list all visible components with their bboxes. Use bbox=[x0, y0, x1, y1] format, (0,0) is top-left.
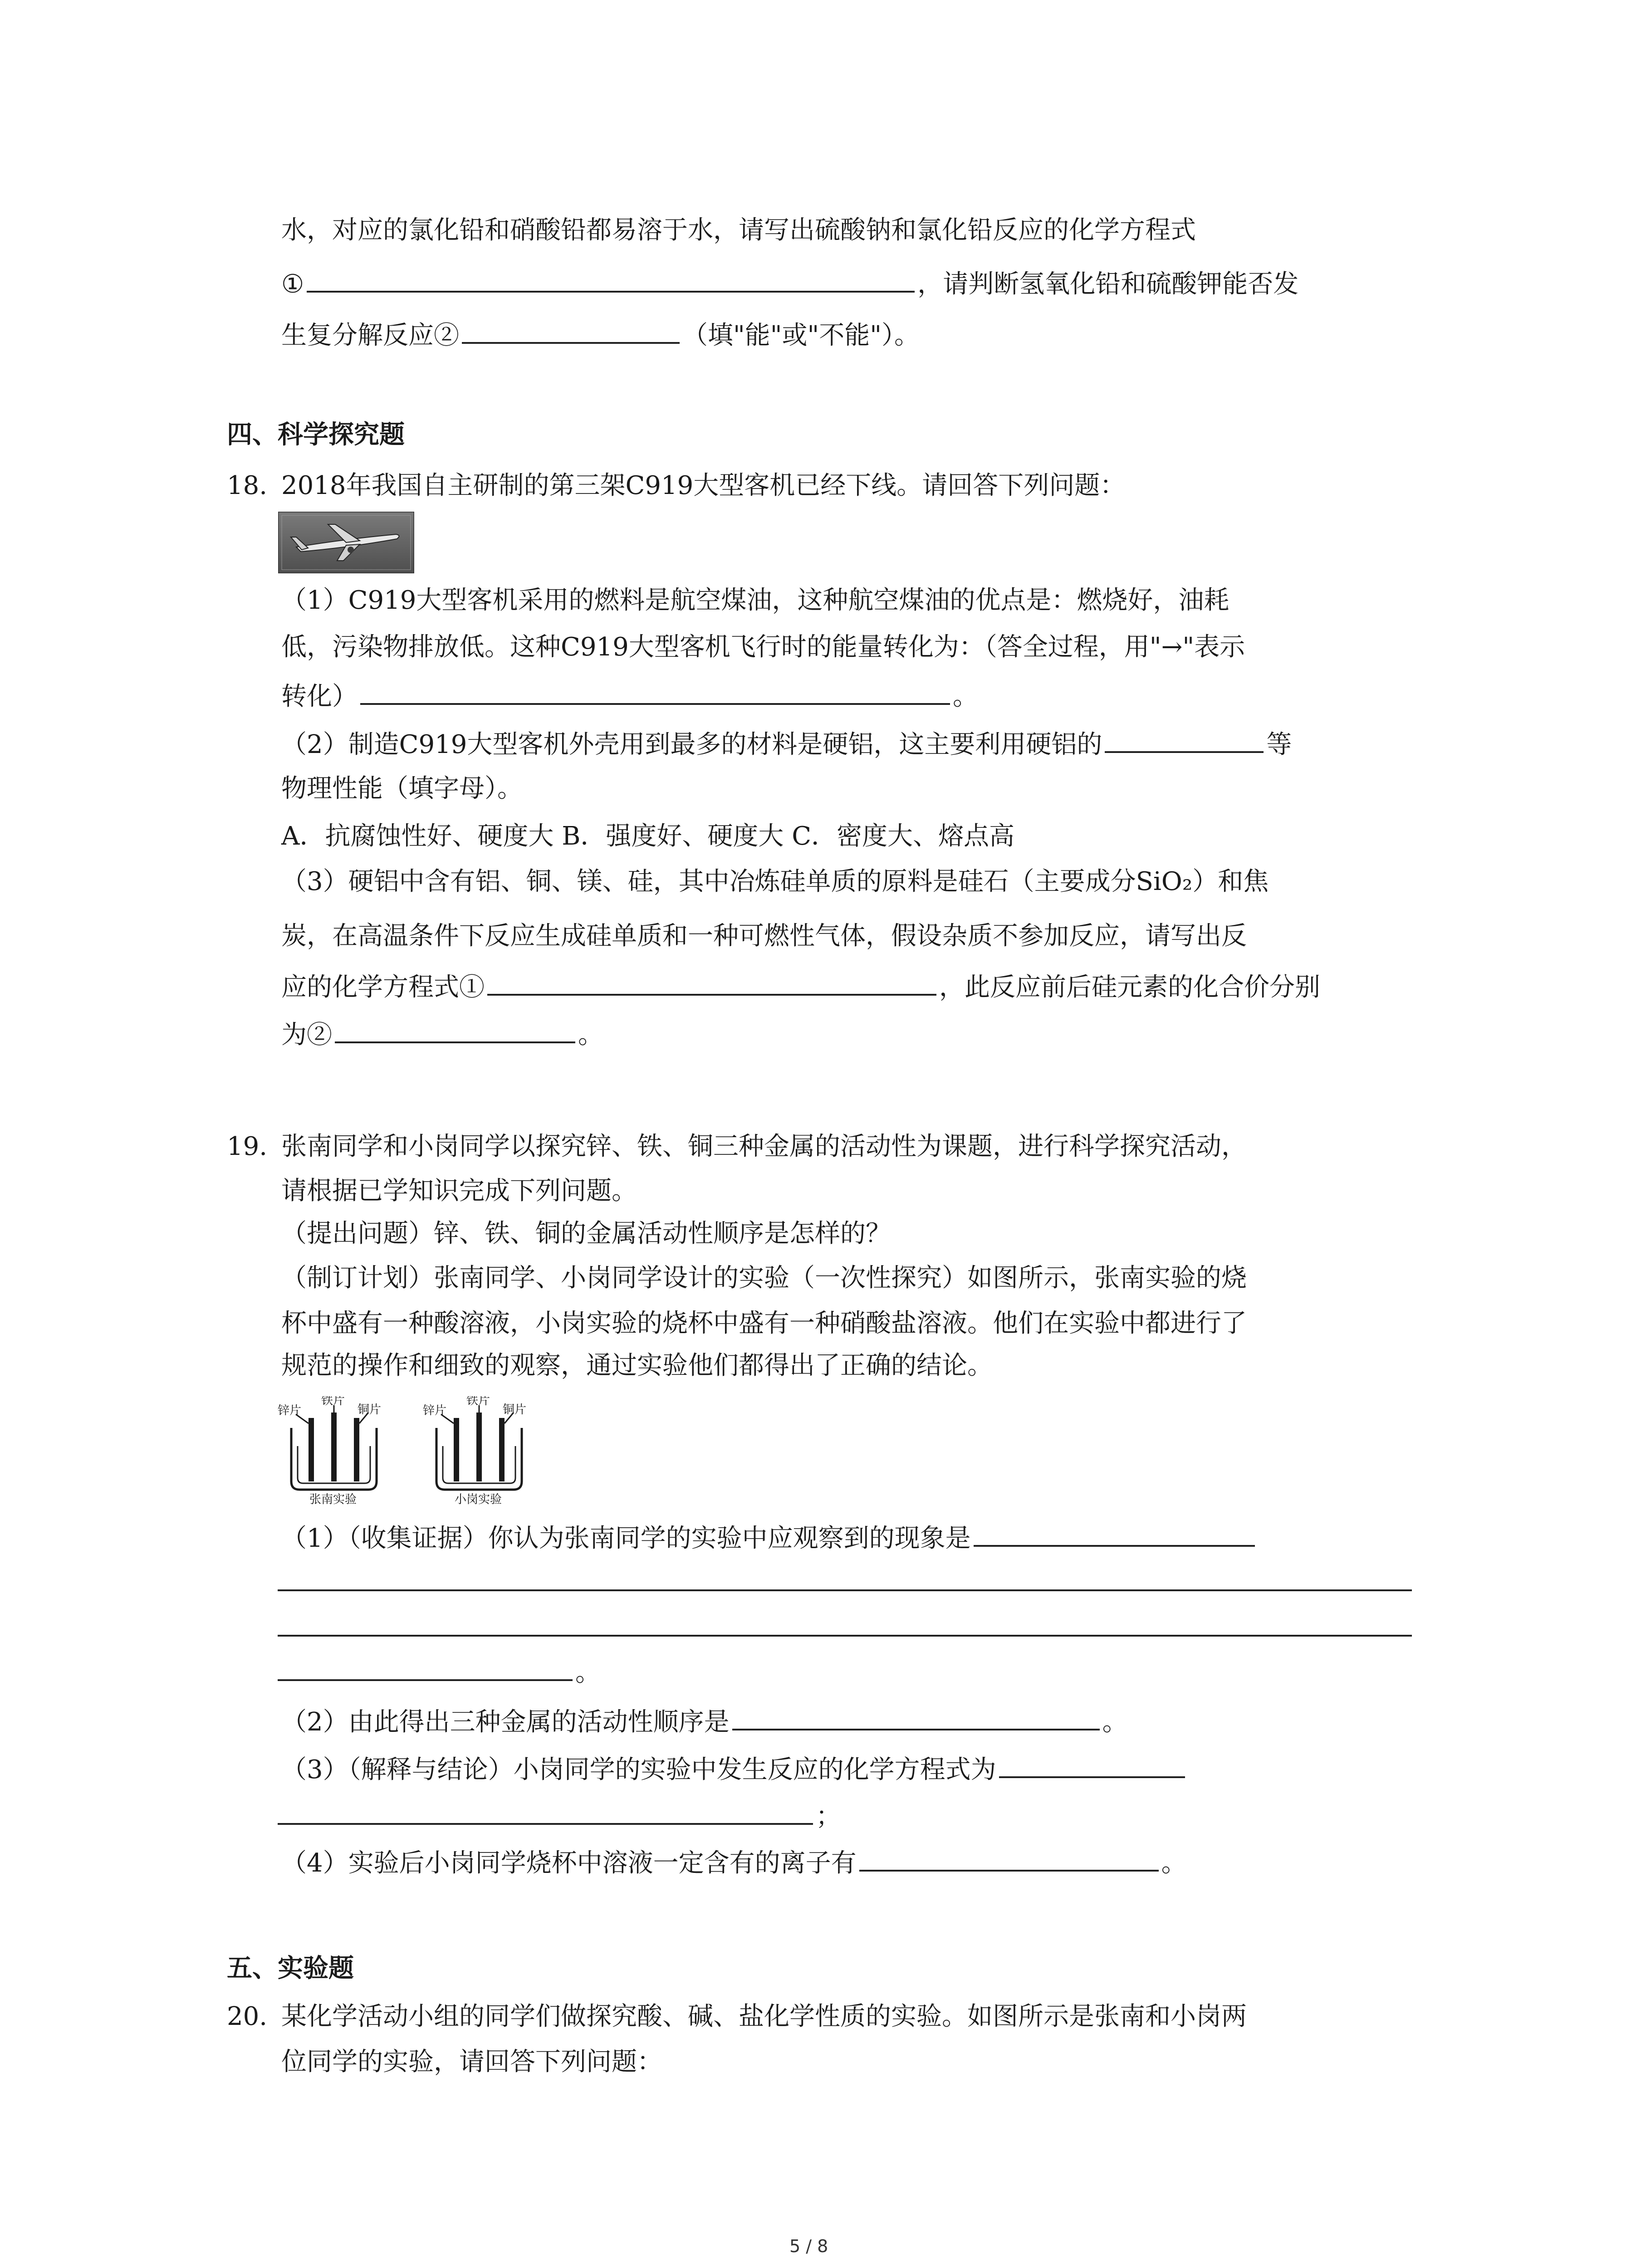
q19-part2-end: 。 bbox=[1102, 1707, 1128, 1737]
label-iron-1: 铁片 bbox=[321, 1396, 345, 1408]
airplane-photo bbox=[278, 512, 414, 573]
q19-answer-blank-3b[interactable] bbox=[278, 1798, 813, 1825]
q19-answer-blank-3a[interactable] bbox=[999, 1751, 1185, 1778]
q19-ask: （提出问题）锌、铁、铜的金属活动性顺序是怎样的？ bbox=[281, 1219, 891, 1248]
q19-part3-end: ； bbox=[816, 1802, 841, 1831]
label-zinc-2: 锌片 bbox=[423, 1404, 447, 1418]
q18-part3-line3 bbox=[281, 968, 1320, 1004]
q18-number: 18. bbox=[227, 471, 268, 500]
label-copper-2: 铜片 bbox=[503, 1403, 527, 1417]
q17-line-2-end: ，请判断氢氧化铅和硫酸钾能否发 bbox=[917, 269, 1299, 299]
q20-line2: 位同学的实验，请回答下列问题： bbox=[281, 2047, 662, 2077]
q19-answer-line-1b[interactable] bbox=[278, 1589, 1412, 1591]
q18-part1-line3-start: 转化） bbox=[281, 682, 358, 711]
q19-answer-line-1c[interactable] bbox=[278, 1635, 1412, 1637]
q18-part1-line1: （1）C919大型客机采用的燃料是航空煤油，这种航空煤油的优点是：燃烧好，油耗 bbox=[281, 586, 1230, 615]
q19-part1-text: （1）（收集证据）你认为张南同学的实验中应观察到的现象是 bbox=[281, 1524, 971, 1553]
q19-plan-line3: 规范的操作和细致的观察，通过实验他们都得出了正确的结论。 bbox=[281, 1351, 993, 1380]
q17-line-2-start: ① bbox=[281, 269, 304, 299]
q17-line-2 bbox=[281, 265, 1298, 301]
q18-answer-blank-property[interactable] bbox=[1105, 726, 1264, 753]
q17-line-3-start: 生复分解反应② bbox=[281, 321, 459, 350]
q18-part1-line2: 低，污染物排放低。这种C919大型客机飞行时的能量转化为：（答全过程，用"→"表示 bbox=[281, 632, 1245, 662]
q19-number: 19. bbox=[227, 1132, 268, 1161]
q19-part1-end: 。 bbox=[575, 1658, 601, 1687]
label-zinc-1: 锌片 bbox=[278, 1404, 302, 1418]
q18-answer-blank-energy[interactable] bbox=[360, 678, 950, 705]
q18-part3-line3-end: ，此反应前后硅元素的化合价分别 bbox=[939, 973, 1320, 1002]
q17-line-1: 水，对应的氯化铅和硝酸铅都易溶于水，请写出硫酸钠和氯化铅反应的化学方程式 bbox=[281, 215, 1196, 245]
q19-part4-text: （4）实验后小岗同学烧杯中溶液一定含有的离子有 bbox=[281, 1848, 857, 1878]
q17-line-3 bbox=[281, 317, 920, 352]
q18-part2-options: A．抗腐蚀性好、硬度大 B．强度好、硬度大 C．密度大、熔点高 bbox=[281, 821, 1015, 851]
q19-plan-line2: 杯中盛有一种酸溶液，小岗实验的烧杯中盛有一种硝酸盐溶液。他们在实验中都进行了 bbox=[281, 1309, 1247, 1338]
q18-stem: 2018年我国自主研制的第三架C919大型客机已经下线。请回答下列问题： bbox=[281, 471, 1126, 500]
q18-part3-line2: 炭，在高温条件下反应生成硅单质和一种可燃性气体，假设杂质不参加反应，请写出反 bbox=[281, 921, 1247, 951]
section-heading-4: 四、科学探究题 bbox=[227, 420, 405, 450]
q17-answer-blank-1[interactable] bbox=[307, 265, 915, 293]
q19-part3-text: （3）（解释与结论）小岗同学的实验中发生反应的化学方程式为 bbox=[281, 1755, 996, 1784]
q18-part3-line1: （3）硬铝中含有铝、铜、镁、硅，其中冶炼硅单质的原料是硅石（主要成分SiO₂）和焦 bbox=[281, 867, 1269, 896]
q17-answer-blank-2[interactable] bbox=[462, 317, 680, 344]
label-copper-1: 铜片 bbox=[358, 1403, 382, 1417]
q20-number: 20. bbox=[227, 2002, 268, 2031]
q18-part2-line2: 物理性能（填字母）。 bbox=[281, 774, 523, 803]
q19-plan-line1: （制订计划）张南同学、小岗同学设计的实验（一次性探究）如图所示，张南实验的烧 bbox=[281, 1263, 1247, 1293]
q18-part3-line4-start: 为② bbox=[281, 1020, 332, 1050]
q18-answer-blank-equation[interactable] bbox=[487, 968, 936, 996]
q17-line-3-end: （填"能"或"不能"）。 bbox=[682, 321, 920, 350]
q19-part3 bbox=[281, 1751, 1188, 1786]
q19-stem-line2: 请根据已学知识完成下列问题。 bbox=[281, 1176, 637, 1206]
q18-part1-line3 bbox=[281, 678, 978, 713]
q18-part1-line3-end: 。 bbox=[953, 682, 978, 711]
q19-part4-end: 。 bbox=[1161, 1848, 1187, 1878]
experiment-figure bbox=[278, 1396, 568, 1505]
q19-part2-text: （2）由此得出三种金属的活动性顺序是 bbox=[281, 1707, 730, 1737]
q19-part3-tail bbox=[278, 1798, 841, 1833]
label-exp-zhangnan: 张南实验 bbox=[309, 1493, 357, 1505]
q19-part1 bbox=[281, 1520, 1258, 1555]
q18-part3-line4 bbox=[281, 1016, 603, 1051]
page-number: 5 / 8 bbox=[789, 2236, 828, 2256]
q18-part2-line1-end: 等 bbox=[1266, 730, 1292, 759]
q19-answer-blank-1a[interactable] bbox=[974, 1520, 1255, 1547]
q19-part4 bbox=[281, 1844, 1187, 1880]
q19-answer-blank-4[interactable] bbox=[859, 1844, 1159, 1872]
q18-part3-line3-start: 应的化学方程式① bbox=[281, 973, 485, 1002]
q19-answer-blank-2[interactable] bbox=[732, 1703, 1100, 1730]
beaker-zhangnan bbox=[291, 1405, 377, 1490]
q18-part2-line1-start: （2）制造C919大型客机外壳用到最多的材料是硬铝，这主要利用硬铝的 bbox=[281, 730, 1102, 759]
section-heading-5: 五、实验题 bbox=[227, 1953, 354, 1983]
q19-part1-tail bbox=[278, 1654, 601, 1689]
beaker-xiaogang bbox=[436, 1405, 522, 1490]
q19-answer-blank-1d[interactable] bbox=[278, 1654, 573, 1681]
q18-part3-line4-end: 。 bbox=[578, 1020, 603, 1050]
label-iron-2: 铁片 bbox=[466, 1396, 490, 1408]
q19-part2 bbox=[281, 1703, 1128, 1739]
q20-line1: 某化学活动小组的同学们做探究酸、碱、盐化学性质的实验。如图所示是张南和小岗两 bbox=[281, 2002, 1247, 2031]
q18-answer-blank-valence[interactable] bbox=[335, 1016, 575, 1043]
label-exp-xiaogang: 小岗实验 bbox=[455, 1493, 502, 1505]
q18-part2-line1 bbox=[281, 726, 1292, 761]
q19-stem-line1: 张南同学和小岗同学以探究锌、铁、铜三种金属的活动性为课题，进行科学探究活动， bbox=[281, 1132, 1247, 1161]
